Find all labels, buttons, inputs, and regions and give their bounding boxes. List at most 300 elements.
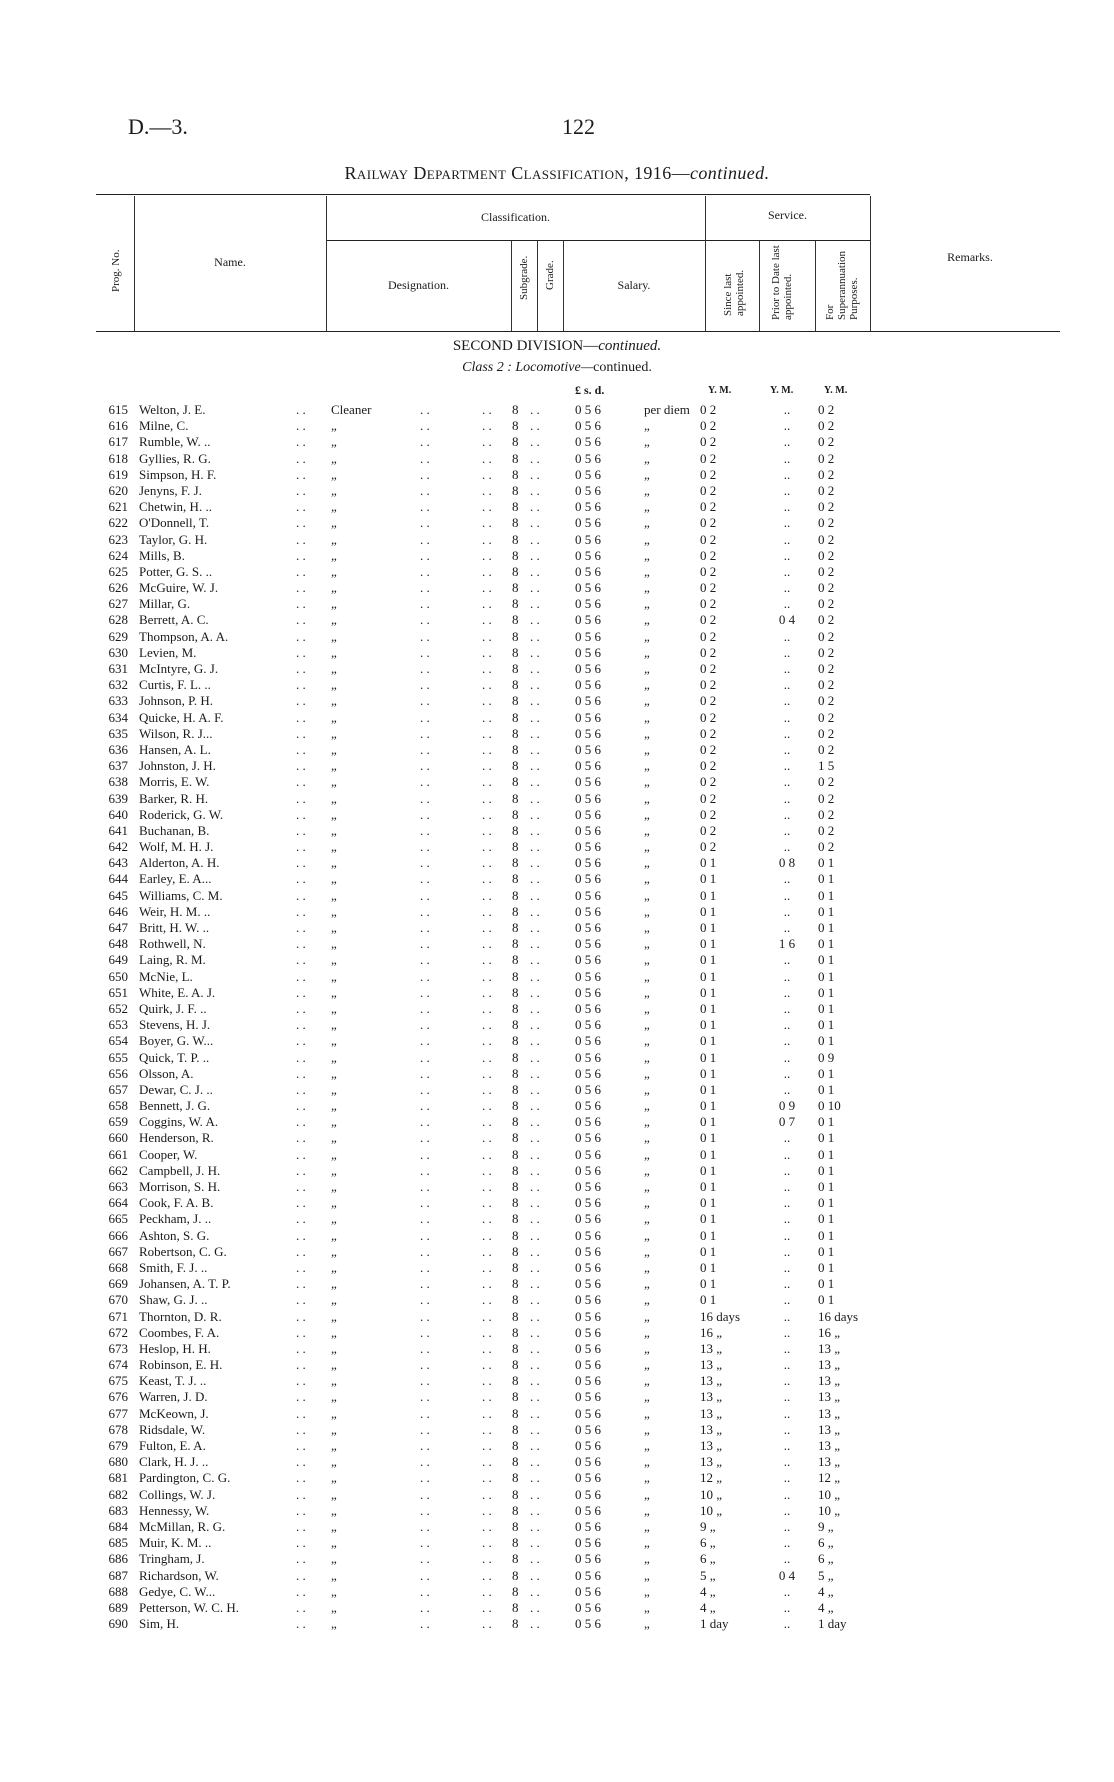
superannuation: 0 1 — [818, 1243, 835, 1259]
leader-dots: . . — [420, 596, 430, 612]
unit-ym-super: Y. M. — [824, 385, 848, 396]
leader-dots: . . — [420, 515, 430, 531]
leader-dots: . . — [482, 1065, 492, 1081]
table-row — [0, 612, 1114, 628]
name: Thornton, D. R. — [139, 1308, 222, 1324]
salary: 0 5 6 — [575, 1486, 601, 1502]
table-row — [0, 774, 1114, 790]
prog-no: 642 — [108, 839, 128, 855]
leader-dots: . . — [530, 1065, 540, 1081]
leader-dots: . . — [420, 855, 430, 871]
leader-dots: . . — [482, 466, 492, 482]
name: Quick, T. P. .. — [139, 1049, 210, 1065]
prog-no: 639 — [108, 790, 128, 806]
table-row — [0, 969, 1114, 985]
designation: „ — [331, 1583, 337, 1599]
leader-dots: . . — [530, 1405, 540, 1421]
table-row — [0, 1503, 1114, 1519]
subgrade: 8 — [512, 677, 519, 693]
designation: „ — [331, 839, 337, 855]
leader-dots: . . — [420, 1162, 430, 1178]
header-bottom-rule — [96, 331, 1060, 332]
leader-dots: . . — [482, 1357, 492, 1373]
leader-dots: . . — [296, 693, 306, 709]
leader-dots: . . — [482, 920, 492, 935]
name: Stevens, H. J. — [139, 1017, 211, 1033]
leader-dots: . . — [420, 628, 430, 644]
leader-dots: . . — [420, 1486, 430, 1502]
leader-dots: . . — [482, 774, 492, 790]
leader-dots: . . — [530, 1567, 540, 1583]
since-last-appointed: 0 1 — [700, 1017, 717, 1033]
designation: „ — [331, 758, 337, 774]
superannuation: 0 2 — [818, 402, 835, 417]
designation: „ — [331, 693, 337, 709]
leader-dots: . . — [296, 1049, 306, 1065]
salary: 0 5 6 — [575, 1421, 601, 1437]
col-since-last-appointed: Since last appointed. — [722, 269, 746, 316]
subgrade: 8 — [512, 1324, 519, 1340]
superannuation: 0 2 — [818, 531, 835, 547]
name: Gedye, C. W... — [139, 1583, 216, 1599]
leader-dots: . . — [296, 871, 306, 887]
table-row — [0, 1616, 1114, 1632]
subgrade: 8 — [512, 450, 519, 466]
table-row — [0, 1357, 1114, 1373]
name: Sim, H. — [139, 1616, 180, 1632]
name: Olsson, A. — [139, 1065, 194, 1081]
prog-no: 661 — [108, 1146, 128, 1162]
name: Bennett, J. G. — [139, 1098, 211, 1114]
since-last-appointed: 0 2 — [700, 693, 717, 709]
prog-no: 619 — [108, 466, 128, 482]
salary: 0 5 6 — [575, 1017, 601, 1033]
designation: „ — [331, 1243, 337, 1259]
prior-to-date: .. — [783, 1324, 791, 1340]
table-row — [0, 1519, 1114, 1535]
salary-unit: „ — [644, 466, 650, 482]
table-row — [0, 1195, 1114, 1211]
leader-dots: . . — [530, 1195, 540, 1211]
name: Fulton, E. A. — [139, 1438, 206, 1453]
superannuation: 5 „ — [818, 1567, 834, 1583]
salary-unit: „ — [644, 1017, 650, 1033]
salary-unit: „ — [644, 1405, 650, 1421]
leader-dots: . . — [420, 936, 430, 952]
salary: 0 5 6 — [575, 1162, 601, 1178]
subgrade: 8 — [512, 1454, 519, 1470]
subgrade: 8 — [512, 402, 519, 417]
prog-no: 685 — [108, 1535, 128, 1551]
superannuation: 0 1 — [818, 1114, 835, 1130]
unit-ym-prior: Y. M. — [770, 385, 794, 396]
subgrade: 8 — [512, 1259, 519, 1275]
prog-no: 651 — [108, 984, 128, 1000]
prog-no: 673 — [108, 1340, 128, 1356]
leader-dots: . . — [482, 1017, 492, 1033]
leader-dots: . . — [296, 1276, 306, 1292]
table-row — [0, 1584, 1114, 1600]
leader-dots: . . — [482, 499, 492, 515]
designation: „ — [331, 1081, 337, 1097]
salary-unit: „ — [644, 952, 650, 968]
salary-unit: per diem — [644, 402, 690, 417]
leader-dots: . . — [420, 1421, 430, 1437]
leader-dots: . . — [420, 1179, 430, 1194]
prior-to-date: .. — [783, 1405, 791, 1421]
prior-to-date: .. — [783, 871, 791, 887]
name: Heslop, H. H. — [139, 1340, 211, 1356]
since-last-appointed: 0 2 — [700, 450, 717, 466]
name: Wolf, M. H. J. — [139, 839, 214, 855]
since-last-appointed: 13 „ — [700, 1373, 723, 1389]
subgrade: 8 — [512, 1195, 519, 1211]
salary-unit: „ — [644, 1065, 650, 1081]
subgrade: 8 — [512, 1551, 519, 1567]
superannuation: 0 1 — [818, 871, 835, 887]
designation: „ — [331, 968, 337, 984]
superannuation: 0 2 — [818, 693, 835, 709]
prior-to-date: .. — [783, 806, 791, 822]
salary: 0 5 6 — [575, 936, 601, 952]
prior-to-date: .. — [783, 1438, 791, 1453]
prior-to-date: .. — [783, 839, 791, 855]
prior-to-date: .. — [783, 1502, 791, 1518]
name: Milne, C. — [139, 418, 189, 434]
prior-to-date: .. — [783, 450, 791, 466]
prior-to-date: 1 6 — [778, 936, 796, 952]
leader-dots: . . — [530, 1470, 540, 1486]
subgrade: 8 — [512, 1033, 519, 1049]
prior-to-date: .. — [783, 1292, 791, 1308]
table-row — [0, 548, 1114, 564]
since-last-appointed: 0 1 — [700, 1000, 717, 1016]
leader-dots: . . — [530, 1000, 540, 1016]
subgrade: 8 — [512, 1373, 519, 1389]
salary: 0 5 6 — [575, 1405, 601, 1421]
superannuation: 0 2 — [818, 806, 835, 822]
since-last-appointed: 5 „ — [700, 1567, 716, 1583]
salary: 0 5 6 — [575, 1227, 601, 1243]
col-superannuation: For Superannuation Purposes. — [824, 250, 860, 320]
leader-dots: . . — [530, 790, 540, 806]
leader-dots: . . — [296, 1454, 306, 1470]
leader-dots: . . — [296, 709, 306, 725]
leader-dots: . . — [420, 450, 430, 466]
superannuation: 0 2 — [818, 677, 835, 693]
leader-dots: . . — [530, 741, 540, 757]
leader-dots: . . — [530, 1389, 540, 1405]
table-row — [0, 936, 1114, 952]
salary: 0 5 6 — [575, 968, 601, 984]
since-last-appointed: 0 1 — [700, 1243, 717, 1259]
prog-no: 655 — [108, 1049, 128, 1065]
since-last-appointed: 0 2 — [700, 661, 717, 676]
table-row — [0, 1438, 1114, 1454]
leader-dots: . . — [296, 547, 306, 563]
salary-unit: „ — [644, 920, 650, 935]
prior-to-date: .. — [783, 1017, 791, 1033]
prior-to-date: .. — [783, 968, 791, 984]
subgrade: 8 — [512, 790, 519, 806]
designation: „ — [331, 1502, 337, 1518]
salary-unit: „ — [644, 531, 650, 547]
leader-dots: . . — [296, 774, 306, 790]
prior-to-date: .. — [783, 1276, 791, 1292]
prog-no: 628 — [108, 612, 128, 628]
salary-unit: „ — [644, 887, 650, 903]
leader-dots: . . — [420, 434, 430, 450]
table-row — [0, 1487, 1114, 1503]
prog-no: 618 — [108, 450, 128, 466]
table-row — [0, 1244, 1114, 1260]
leader-dots: . . — [530, 952, 540, 968]
leader-dots: . . — [420, 1130, 430, 1146]
leader-dots: . . — [296, 984, 306, 1000]
since-last-appointed: 16 „ — [700, 1324, 723, 1340]
name: Morris, E. W. — [139, 774, 210, 790]
salary: 0 5 6 — [575, 1292, 601, 1308]
leader-dots: . . — [530, 984, 540, 1000]
since-last-appointed: 9 „ — [700, 1518, 716, 1534]
table-row — [0, 434, 1114, 450]
salary: 0 5 6 — [575, 628, 601, 644]
table-row — [0, 1276, 1114, 1292]
designation: „ — [331, 1227, 337, 1243]
salary: 0 5 6 — [575, 563, 601, 579]
name: Coombes, F. A. — [139, 1324, 220, 1340]
leader-dots: . . — [482, 936, 492, 952]
superannuation: 0 9 — [818, 1049, 835, 1065]
leader-dots: . . — [420, 1616, 430, 1632]
leader-dots: . . — [530, 644, 540, 660]
since-last-appointed: 0 1 — [700, 1098, 717, 1114]
since-last-appointed: 0 1 — [700, 887, 717, 903]
superannuation: 1 day — [818, 1616, 847, 1632]
leader-dots: . . — [420, 1535, 430, 1551]
prior-to-date: .. — [783, 1340, 791, 1356]
prog-no: 689 — [108, 1599, 128, 1615]
superannuation: 0 1 — [818, 1259, 835, 1275]
leader-dots: . . — [296, 936, 306, 952]
prior-to-date: .. — [783, 741, 791, 757]
prior-to-date: .. — [783, 1259, 791, 1275]
leader-dots: . . — [420, 741, 430, 757]
leader-dots: . . — [530, 839, 540, 855]
subgrade: 8 — [512, 612, 519, 628]
leader-dots: . . — [482, 741, 492, 757]
salary: 0 5 6 — [575, 547, 601, 563]
leader-dots: . . — [296, 1017, 306, 1033]
salary: 0 5 6 — [575, 596, 601, 612]
designation: „ — [331, 1195, 337, 1211]
leader-dots: . . — [530, 628, 540, 644]
subgrade: 8 — [512, 1000, 519, 1016]
prior-to-date: .. — [783, 887, 791, 903]
leader-dots: . . — [530, 903, 540, 919]
prior-to-date: .. — [783, 1454, 791, 1470]
subgrade: 8 — [512, 547, 519, 563]
leader-dots: . . — [482, 1243, 492, 1259]
prior-to-date: .. — [783, 1065, 791, 1081]
table-row — [0, 855, 1114, 871]
leader-dots: . . — [530, 1421, 540, 1437]
subgrade: 8 — [512, 1340, 519, 1356]
designation: „ — [331, 1454, 337, 1470]
prior-to-date: .. — [783, 725, 791, 741]
leader-dots: . . — [296, 839, 306, 855]
name: Quirk, J. F. .. — [139, 1000, 207, 1016]
leader-dots: . . — [482, 661, 492, 676]
salary-unit: „ — [644, 1616, 650, 1632]
leader-dots: . . — [530, 1308, 540, 1324]
prior-to-date: .. — [783, 1389, 791, 1405]
leader-dots: . . — [482, 1259, 492, 1275]
superannuation: 6 „ — [818, 1535, 834, 1551]
leader-dots: . . — [296, 887, 306, 903]
leader-dots: . . — [420, 563, 430, 579]
leader-dots: . . — [530, 1049, 540, 1065]
subgrade: 8 — [512, 1357, 519, 1373]
salary-unit: „ — [644, 1211, 650, 1227]
leader-dots: . . — [482, 482, 492, 498]
salary-unit: „ — [644, 1033, 650, 1049]
salary: 0 5 6 — [575, 1535, 601, 1551]
name: Boyer, G. W... — [139, 1033, 214, 1049]
salary-unit: „ — [644, 1098, 650, 1114]
salary-unit: „ — [644, 1421, 650, 1437]
designation: „ — [331, 677, 337, 693]
salary: 0 5 6 — [575, 1389, 601, 1405]
col-remarks: Remarks. — [947, 250, 993, 264]
since-last-appointed: 0 2 — [700, 531, 717, 547]
subgrade: 8 — [512, 1438, 519, 1453]
unit-lsd: £ s. d. — [575, 383, 605, 397]
leader-dots: . . — [420, 1405, 430, 1421]
leader-dots: . . — [296, 1195, 306, 1211]
leader-dots: . . — [296, 758, 306, 774]
superannuation: 0 2 — [818, 709, 835, 725]
since-last-appointed: 0 2 — [700, 725, 717, 741]
designation: „ — [331, 482, 337, 498]
salary-unit: „ — [644, 547, 650, 563]
name: Dewar, C. J. .. — [139, 1081, 213, 1097]
leader-dots: . . — [296, 434, 306, 450]
leader-dots: . . — [296, 1357, 306, 1373]
leader-dots: . . — [482, 547, 492, 563]
designation: „ — [331, 450, 337, 466]
leader-dots: . . — [482, 1502, 492, 1518]
prior-to-date: .. — [783, 1583, 791, 1599]
table-row — [0, 693, 1114, 709]
salary-unit: „ — [644, 677, 650, 693]
name: Laing, R. M. — [139, 952, 206, 968]
salary-unit: „ — [644, 1195, 650, 1211]
prog-no: 659 — [108, 1114, 128, 1130]
superannuation: 0 1 — [818, 1017, 835, 1033]
leader-dots: . . — [530, 434, 540, 450]
salary: 0 5 6 — [575, 1195, 601, 1211]
leader-dots: . . — [530, 1502, 540, 1518]
subgrade: 8 — [512, 531, 519, 547]
superannuation: 0 2 — [818, 434, 835, 450]
superannuation: 12 „ — [818, 1470, 841, 1486]
prog-no: 683 — [108, 1502, 128, 1518]
name: Earley, E. A... — [139, 871, 212, 887]
salary: 0 5 6 — [575, 839, 601, 855]
superannuation: 0 1 — [818, 968, 835, 984]
table-row — [0, 661, 1114, 677]
salary: 0 5 6 — [575, 661, 601, 676]
leader-dots: . . — [296, 563, 306, 579]
prog-no: 662 — [108, 1162, 128, 1178]
table-row — [0, 1179, 1114, 1195]
leader-dots: . . — [420, 1146, 430, 1162]
leader-dots: . . — [420, 1599, 430, 1615]
leader-dots: . . — [420, 1389, 430, 1405]
designation: „ — [331, 466, 337, 482]
subgrade: 8 — [512, 1421, 519, 1437]
salary: 0 5 6 — [575, 1098, 601, 1114]
superannuation: 13 „ — [818, 1405, 841, 1421]
leader-dots: . . — [420, 1583, 430, 1599]
name: Curtis, F. L. .. — [139, 677, 211, 693]
table-row — [0, 1033, 1114, 1049]
prior-to-date: .. — [783, 1599, 791, 1615]
designation: „ — [331, 1065, 337, 1081]
salary-unit: „ — [644, 1340, 650, 1356]
subgrade: 8 — [512, 1243, 519, 1259]
superannuation: 0 1 — [818, 1065, 835, 1081]
superannuation: 13 „ — [818, 1373, 841, 1389]
subgrade: 8 — [512, 515, 519, 531]
leader-dots: . . — [482, 612, 492, 628]
subgrade: 8 — [512, 434, 519, 450]
designation: „ — [331, 1049, 337, 1065]
leader-dots: . . — [482, 1114, 492, 1130]
leader-dots: . . — [296, 1486, 306, 1502]
leader-dots: . . — [420, 1114, 430, 1130]
leader-dots: . . — [482, 1324, 492, 1340]
designation: „ — [331, 1033, 337, 1049]
leader-dots: . . — [482, 1000, 492, 1016]
leader-dots: . . — [296, 1162, 306, 1178]
subgrade: 8 — [512, 1486, 519, 1502]
prog-no: 665 — [108, 1211, 128, 1227]
name: Wilson, R. J... — [139, 725, 213, 741]
leader-dots: . . — [420, 790, 430, 806]
prog-no: 674 — [108, 1357, 128, 1373]
superannuation: 6 „ — [818, 1551, 834, 1567]
designation: „ — [331, 1470, 337, 1486]
salary-unit: „ — [644, 418, 650, 434]
leader-dots: . . — [482, 709, 492, 725]
leader-dots: . . — [420, 822, 430, 838]
superannuation: 10 „ — [818, 1486, 841, 1502]
leader-dots: . . — [482, 1049, 492, 1065]
leader-dots: . . — [296, 1308, 306, 1324]
leader-dots: . . — [530, 450, 540, 466]
leader-dots: . . — [420, 1308, 430, 1324]
leader-dots: . . — [296, 450, 306, 466]
prior-to-date: 0 4 — [778, 612, 796, 628]
subgrade: 8 — [512, 822, 519, 838]
superannuation: 0 1 — [818, 984, 835, 1000]
since-last-appointed: 13 „ — [700, 1405, 723, 1421]
name: Levien, M. — [139, 644, 197, 660]
superannuation: 13 „ — [818, 1389, 841, 1405]
designation: „ — [331, 790, 337, 806]
